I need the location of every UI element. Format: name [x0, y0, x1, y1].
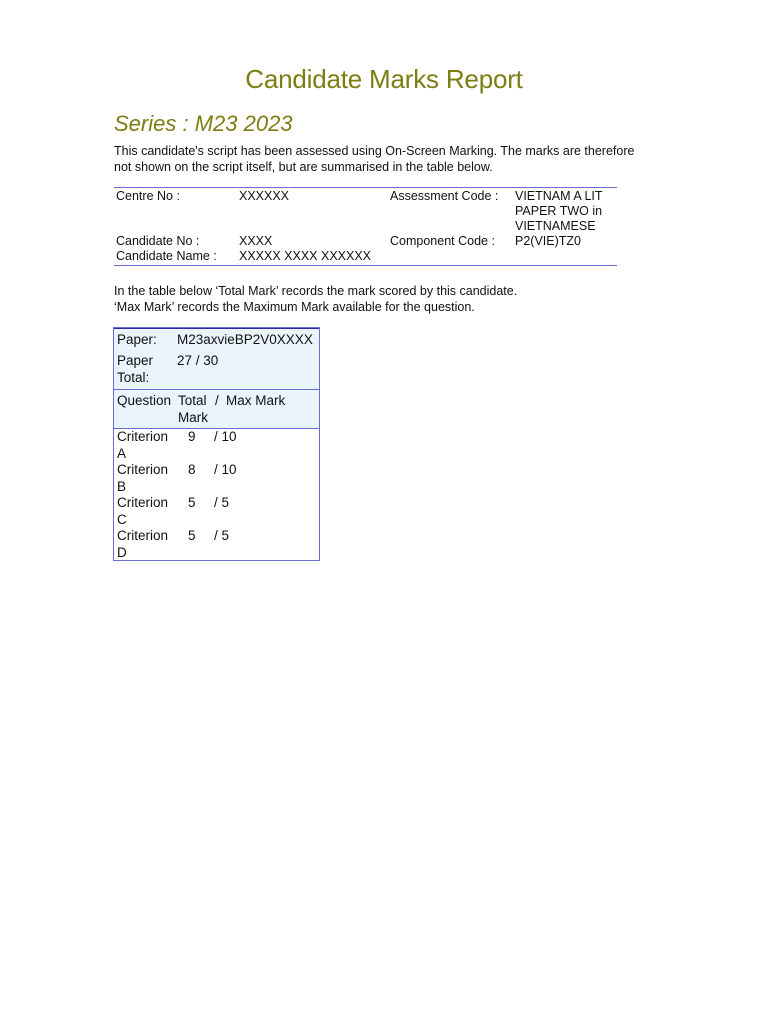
candidate-name-value: XXXXX XXXX XXXXXX: [239, 249, 372, 263]
component-code-value: P2(VIE)TZ0: [515, 234, 581, 248]
candidate-no-label: Candidate No :: [116, 234, 200, 248]
assessment-code-label: Assessment Code :: [390, 189, 499, 203]
intro-text: [114, 144, 654, 175]
intro-line: not shown on the script itself, but are summarised in the table below.: [114, 159, 493, 174]
centre-no-label: Centre No :: [116, 189, 180, 203]
component-code-label: Component Code :: [390, 234, 495, 248]
intro-line: This candidate's script has been assessed using On-Screen Marking. The marks are therefore: [114, 144, 635, 158]
assessment-code-value: [515, 189, 603, 234]
report-title: Candidate Marks Report: [245, 64, 523, 94]
candidate-no-value: XXXX: [239, 234, 273, 248]
max-mark-value: / 5: [214, 528, 230, 543]
table-row-question: [117, 528, 177, 561]
criterion-letter: C: [117, 511, 127, 527]
paper-total-label: [117, 353, 153, 386]
paper-value: M23axvieBP2V0XXXX: [177, 332, 313, 347]
table-row-question: [117, 462, 177, 495]
candidate-name-label: Candidate Name :: [116, 249, 217, 263]
candidate-info-table: [114, 187, 617, 266]
question-header: Question: [117, 393, 172, 408]
paper-total-label-line: Paper: [117, 353, 154, 368]
criterion-letter: A: [117, 445, 127, 461]
table-note: [114, 284, 654, 315]
marks-table: [113, 327, 320, 561]
assessment-code-line: VIETNAM A LIT: [515, 189, 603, 203]
total-mark-value: 5: [188, 495, 196, 510]
max-mark-value: / 10: [214, 429, 237, 444]
max-mark-value: / 10: [214, 462, 237, 477]
total-mark-header: [178, 393, 208, 426]
note-line: In the table below ‘Total Mark’ records the mark scored by this candidate.: [114, 284, 518, 298]
max-mark-value: / 5: [214, 495, 230, 510]
criterion-letter: D: [117, 544, 127, 560]
total-mark-value: 5: [188, 528, 196, 543]
paper-label: Paper:: [117, 332, 157, 347]
paper-total-value: 27 / 30: [177, 353, 219, 368]
total-mark-header-line: Total: [178, 393, 207, 408]
table-row-question: [117, 495, 177, 528]
table-row-question: [117, 429, 177, 462]
centre-no-value: XXXXXX: [239, 189, 290, 203]
note-line: ‘Max Mark’ records the Maximum Mark available for the question.: [114, 299, 475, 314]
assessment-code-line: PAPER TWO in: [515, 204, 603, 218]
series-label: Series : M23 2023: [114, 111, 293, 136]
total-mark-value: 9: [188, 429, 196, 444]
max-mark-header: Max Mark: [226, 393, 286, 408]
criterion-letter: B: [117, 478, 127, 494]
criterion-label: Criterion: [117, 429, 169, 444]
total-mark-header-line: Mark: [178, 409, 208, 425]
criterion-label: Criterion: [117, 495, 169, 510]
criterion-label: Criterion: [117, 462, 169, 477]
header-separator: /: [215, 393, 219, 408]
paper-total-label-line: Total:: [117, 369, 150, 385]
criterion-label: Criterion: [117, 528, 169, 543]
assessment-code-line: VIETNAMESE: [515, 219, 596, 233]
total-mark-value: 8: [188, 462, 196, 477]
